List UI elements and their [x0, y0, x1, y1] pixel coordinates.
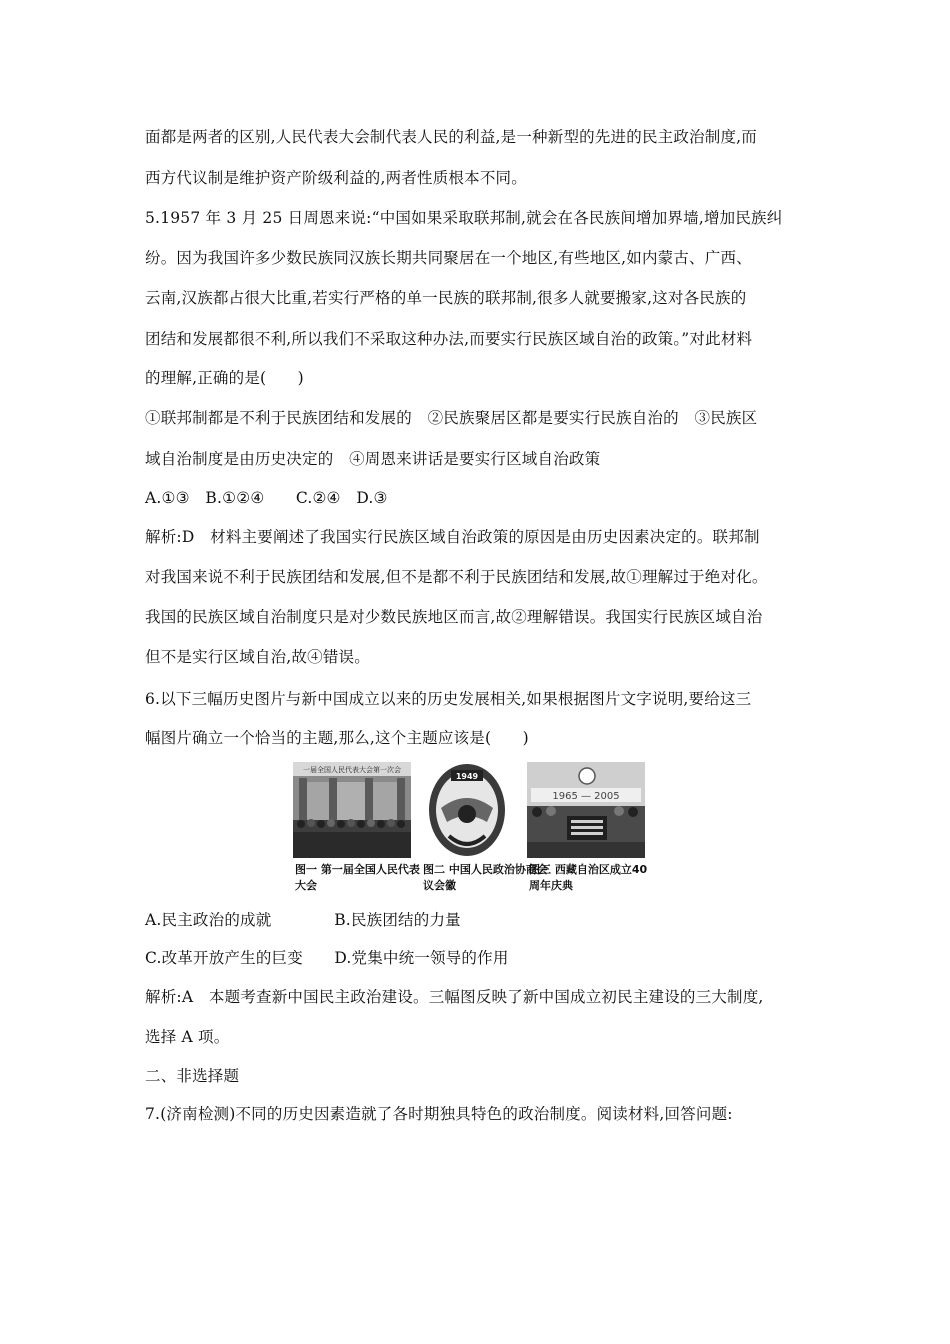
figure-3-caption: 图三 西藏自治区成立40周年庆典	[529, 863, 648, 892]
figure-2-caption: 图二 中国人民政治协商会议会徽	[423, 863, 548, 892]
text-line: ①联邦制都是不利于民族团结和发展的 ②民族聚居区都是要实行民族自治的 ③民族区	[145, 409, 758, 427]
question-5-line: 5.1957 年 3 月 25 日周恩来说:“中国如果采取联邦制,就会在各民族间增加界墙,增加民族纠	[145, 209, 783, 227]
figure-3-photo	[527, 762, 645, 858]
text-line: 域自治制度是由历史决定的 ④周恩来讲话是要实行区域自治政策	[145, 450, 601, 468]
text-line: 幅图片确立一个恰当的主题,那么,这个主题应该是( )	[145, 729, 529, 747]
figure-1-banner: 一届全国人民代表大会第一次会	[303, 766, 401, 774]
text-line: 云南,汉族都占很大比重,若实行严格的单一民族的联邦制,很多人就要搬家,这对各民族的	[145, 289, 747, 307]
text-line: 纷。因为我国许多少数民族同汉族长期共同聚居在一个地区,有些地区,如内蒙古、广西、	[145, 249, 752, 267]
text-line: 选择 A 项。	[145, 1028, 230, 1046]
text-line: 团结和发展都很不利,所以我们不采取这种办法,而要实行民族区域自治的政策。”对此材料	[145, 330, 753, 348]
figure-strip	[293, 762, 673, 902]
text-line: 面都是两者的区别,人民代表大会制代表人民的利益,是一种新型的先进的民主政治制度,而	[145, 128, 757, 146]
answer-options-cd: C.改革开放产生的巨变 D.党集中统一领导的作用	[145, 949, 509, 967]
text-line: 对我国来说不利于民族团结和发展,但不是都不利于民族团结和发展,故①理解过于绝对化。	[145, 568, 768, 586]
text-line: 的理解,正确的是( )	[145, 369, 304, 387]
section-heading: 二、非选择题	[145, 1067, 240, 1085]
figure-3-banner: 1965 — 2005	[552, 791, 620, 802]
question-6-line: 6.以下三幅历史图片与新中国成立以来的历史发展相关,如果根据图片文字说明,要给这三	[145, 690, 752, 708]
figure-1-caption: 图一 第一届全国人民代表大会	[295, 863, 420, 892]
explanation-line: 解析:A 本题考查新中国民主政治建设。三幅图反映了新中国成立初民主建设的三大制度,	[145, 988, 764, 1006]
answer-options-ab: A.民主政治的成就 B.民族团结的力量	[145, 911, 461, 929]
figure-2-year: 1949	[455, 772, 479, 781]
text-line: 我国的民族区域自治制度只是对少数民族地区而言,故②理解错误。我国实行民族区域自治	[145, 608, 763, 626]
answer-options: A.①③ B.①②④ C.②④ D.③	[145, 489, 388, 507]
question-7-line: 7.(济南检测)不同的历史因素造就了各时期独具特色的政治制度。阅读材料,回答问题:	[145, 1105, 733, 1123]
figure-2-emblem	[421, 762, 539, 858]
text-line: 西方代议制是维护资产阶级利益的,两者性质根本不同。	[145, 169, 527, 187]
explanation-line: 解析:D 材料主要阐述了我国实行民族区域自治政策的原因是由历史因素决定的。联邦制	[145, 528, 760, 546]
figure-1-photo	[293, 762, 411, 858]
text-line: 但不是实行区域自治,故④错误。	[145, 648, 370, 666]
